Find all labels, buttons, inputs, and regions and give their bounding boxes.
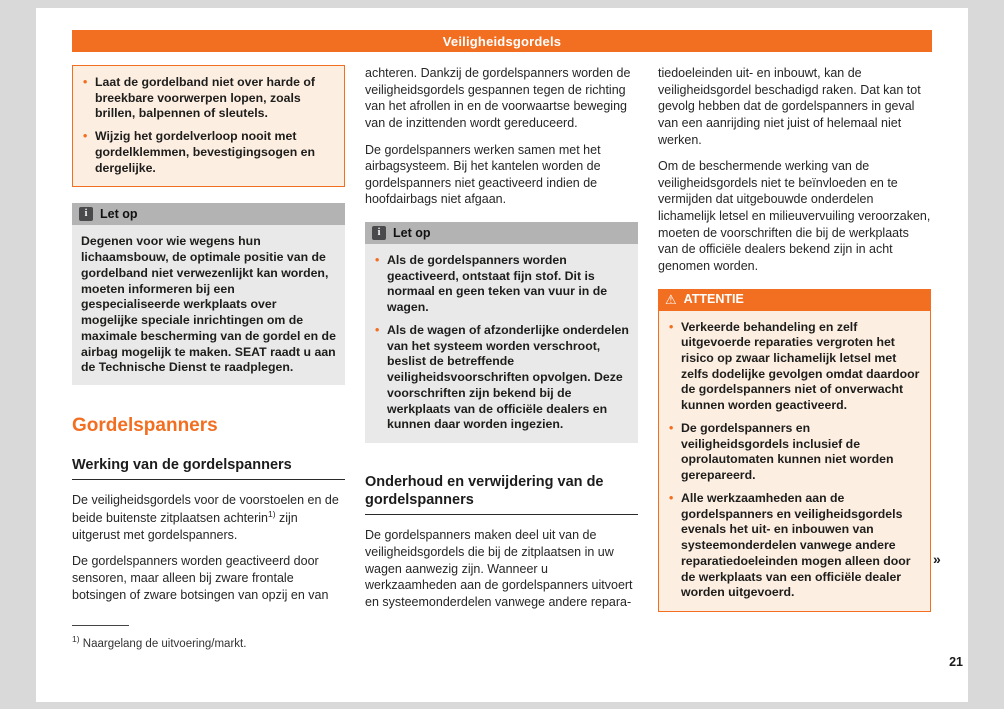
subsection-heading: Onderhoud en verwijdering van de gordelspanners: [365, 473, 638, 515]
warning-triangle-icon: ⚠: [665, 292, 677, 307]
caution-box: [72, 65, 345, 187]
columns-container: [72, 65, 932, 620]
info-icon: i: [372, 226, 386, 240]
page-header-bar: [72, 30, 932, 52]
paragraph: achteren. Dankzij de gordelspanners worden de veiligheidsgordels gespannen tegen de richting van het afrollen in en de voorwaartse beweging van de inzittenden wordt gereduceerd.: [365, 66, 631, 130]
continuation-mark: »: [933, 551, 941, 567]
page-number: 21: [949, 655, 963, 669]
column-2: [365, 65, 638, 620]
paragraph: [72, 492, 345, 543]
warning-bullet-text: De gordelspanners en veiligheidsgordels inclusief de oprolautomaten kunnen niet worden gerepareerd.: [681, 420, 894, 483]
caution-bullet: [82, 75, 335, 122]
caution-bullet-text: Laat de gordelband niet over harde of breekbare voorwerpen lopen, zoals brillen, balpennen of sleutels.: [95, 75, 316, 121]
column-3: [658, 65, 931, 612]
section-heading: Gordelspanners: [72, 415, 218, 437]
warning-bullet: [668, 320, 921, 414]
note-box-paragraph: Degenen voor wie wegens hun lichaamsbouw, de optimale positie van de gordelband niet verwezenlijkt kan worden, moeten informeren bij een gespecialiseerde werkplaats over mogelijke speciale inrichtingen om de maximale bescherming van de gordel en de airbag mogelijk te maken. SEAT raadt u aan de Technische Dienst te raadplegen.: [81, 234, 336, 375]
info-icon: i: [79, 207, 93, 221]
note-box-header: [72, 203, 345, 225]
column-1: [72, 65, 345, 613]
warning-bullet-list: [668, 320, 921, 601]
caution-bullet-text: Wijzig het gordelverloop nooit met gordelklemmen, bevestigingsogen en dergelijke.: [95, 129, 316, 175]
note-box-header: [365, 222, 638, 244]
paragraph-text: De veiligheidsgordels voor de voorstoelen en de beide buitenste zitplaatsen achterin: [72, 493, 339, 526]
warning-box-body: [658, 311, 931, 612]
paragraph: De gordelspanners werken samen met het airbagsysteem. Bij het kantelen worden de gordelspanners niet geactiveerd indien de hoofdairbags niet afgaan.: [365, 142, 601, 207]
paragraph-text: zijn uitgerust met gordelspanners.: [72, 511, 298, 542]
warning-bullet-text: Alle werkzaamheden aan de gordelspanners en veiligheidsgordels evenals het uit- en inbouwen van systeemonderdelen vanwege andere reparatiedoeleinden mogen alleen door de werkplaats van een officiële dealer worden uitgevoerd.: [681, 490, 911, 600]
page-title: Veiligheidsgordels: [442, 33, 562, 49]
note-box-body: [365, 244, 638, 443]
warning-box-header: [658, 289, 931, 311]
note-box-body: [72, 225, 345, 385]
caution-bullet-list: [82, 75, 335, 176]
footnote-text-line: [72, 634, 345, 650]
footnote: [72, 625, 345, 650]
note-bullet-text: Als de wagen of afzonderlijke onderdelen van het systeem worden verschroot, beslist de betreffende veiligheidsvoorschriften opvolgen. Deze voorschriften zijn bekend bij de werkplaats van de officiële dealers en kunnen daar worden ingezien.: [387, 322, 629, 432]
manual-page: [36, 8, 968, 702]
note-box: [365, 222, 638, 443]
footnote-rule: [72, 625, 129, 626]
paragraph: Om de beschermende werking van de veiligheidsgordels niet te beïnvloeden en te vermijden dat uitgebouwde onderdelen lichamelijk letsel en milieuvervuiling veroorzaken, moeten de voorschriften die bij de werkplaats van de officiële dealers bekend zijn in acht genomen worden.: [658, 159, 931, 273]
paragraph: De gordelspanners maken deel uit van de veiligheidsgordels die bij de zitplaatsen in uw wagen aanwezig zijn. Wanneer u werkzaamheden aan de gordelspanners uitvoert en systeemonderdelen vanwege andere repara-: [365, 528, 633, 609]
note-bullet: [374, 323, 629, 433]
note-box: [72, 203, 345, 385]
footnote-marker: 1): [72, 634, 80, 644]
paragraph: De gordelspanners worden geactiveerd door sensoren, maar alleen bij zware frontale botsingen of zware botsingen van opzij en van: [72, 554, 329, 602]
footnote-reference: 1): [267, 509, 276, 520]
subsection-heading: Werking van de gordelspanners: [72, 456, 345, 480]
warning-bullet: [668, 421, 921, 484]
warning-bullet: [668, 491, 921, 601]
caution-bullet: [82, 129, 335, 176]
note-bullet-text: Als de gordelspanners worden geactiveerd, ontstaat fijn stof. Dit is normaal en geen teken van vuur in de wagen.: [387, 253, 608, 315]
note-box-title: Let op: [100, 207, 138, 222]
warning-box: [658, 289, 931, 612]
paragraph: tiedoeleinden uit- en inbouwt, kan de veiligheidsgordel beschadigd raken. Dat kan tot gevolg hebben dat de gordelspanners in geval van een aanrijding niet juist of helemaal niet werken.: [658, 66, 921, 147]
footnote-text: Naargelang de uitvoering/markt.: [82, 637, 247, 650]
warning-box-title: ATTENTIE: [683, 292, 744, 307]
note-bullet-list: [374, 253, 629, 433]
note-bullet: [374, 253, 629, 316]
note-box-title: Let op: [393, 225, 431, 240]
warning-bullet-text: Verkeerde behandeling en zelf uitgevoerde reparaties vergroten het risico op zwaar lichamelijk letsel met zelfs dodelijke gevolgen omdat daardoor de gordelspanners niet of onverwacht kunnen worden geactiveerd.: [681, 319, 920, 413]
